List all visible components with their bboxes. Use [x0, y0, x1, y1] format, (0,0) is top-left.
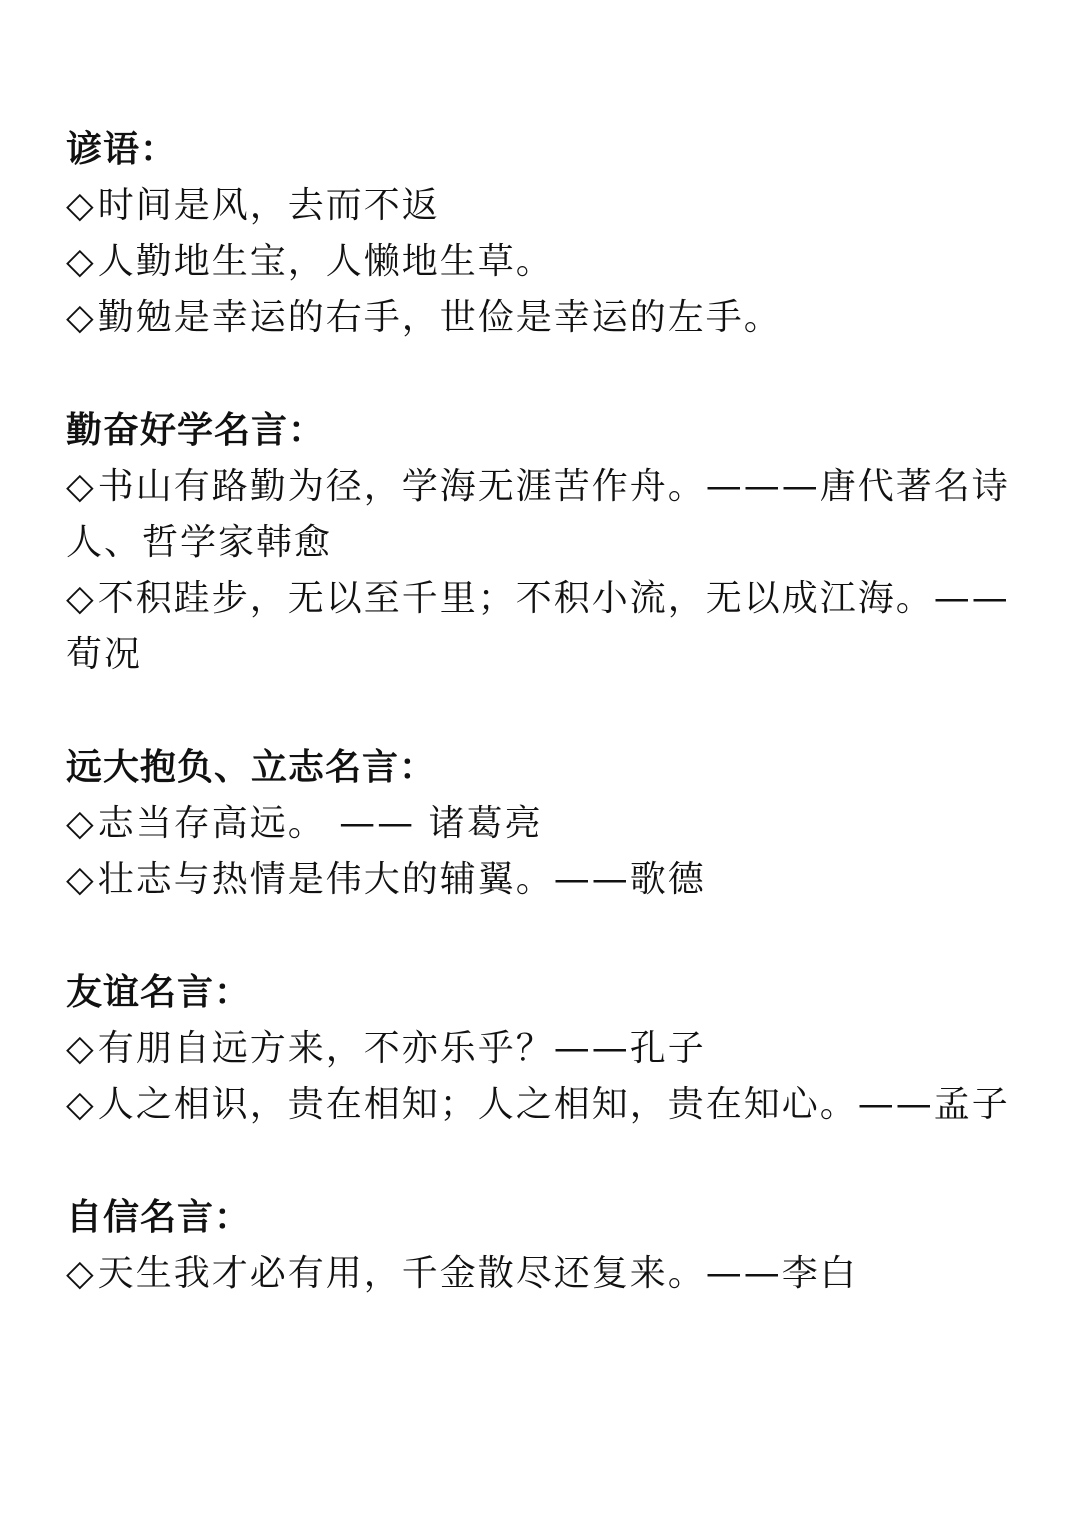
quote-text: 时间是风，去而不返 [97, 185, 440, 226]
diamond-icon: ◇ [66, 185, 96, 226]
diamond-icon: ◇ [66, 466, 96, 507]
section-ambition [66, 740, 1026, 908]
diamond-icon: ◇ [66, 1028, 96, 1069]
diamond-icon: ◇ [66, 241, 96, 282]
list-item [66, 1021, 1026, 1077]
quote-text: 不积跬步，无以至千里；不积小流，无以成江海。——荀况 [66, 578, 1010, 675]
diamond-icon: ◇ [66, 297, 96, 338]
section-spacer [66, 908, 1026, 965]
list-item [66, 796, 1026, 852]
list-item [66, 571, 1026, 683]
quote-text: 勤勉是幸运的右手，世俭是幸运的左手。 [97, 297, 782, 338]
document-page [66, 122, 1026, 1302]
section-spacer [66, 346, 1026, 403]
section-confidence [66, 1190, 1026, 1302]
diamond-icon: ◇ [66, 859, 96, 900]
diamond-icon: ◇ [66, 578, 96, 619]
quote-text: 志当存高远。 —— 诸葛亮 [97, 803, 543, 844]
section-friendship [66, 965, 1026, 1133]
diamond-icon: ◇ [66, 1084, 96, 1125]
diamond-icon: ◇ [66, 1253, 96, 1294]
quote-text: 人之相识，贵在相知；人之相知，贵在知心。——孟子 [97, 1084, 1010, 1125]
list-item [66, 178, 1026, 234]
quote-text: 壮志与热情是伟大的辅翼。——歌德 [97, 859, 706, 900]
quote-text: 有朋自远方来，不亦乐乎？——孔子 [97, 1028, 706, 1069]
section-heading: 自信名言： [66, 1197, 252, 1238]
section-spacer [66, 1133, 1026, 1190]
list-item [66, 1077, 1026, 1133]
list-item [66, 234, 1026, 290]
section-heading: 远大抱负、立志名言： [66, 747, 437, 788]
list-item [66, 290, 1026, 346]
quote-text: 书山有路勤为径，学海无涯苦作舟。———唐代著名诗人、哲学家韩愈 [66, 466, 1010, 563]
list-item [66, 1246, 1026, 1302]
section-proverbs [66, 122, 1026, 346]
section-heading: 勤奋好学名言： [66, 410, 326, 451]
quote-text: 天生我才必有用，千金散尽还复来。——李白 [97, 1253, 858, 1294]
list-item [66, 852, 1026, 908]
section-heading: 友谊名言： [66, 972, 252, 1013]
section-diligence [66, 403, 1026, 683]
section-heading: 谚语： [66, 129, 178, 170]
section-spacer [66, 683, 1026, 740]
list-item [66, 459, 1026, 571]
diamond-icon: ◇ [66, 803, 96, 844]
quote-text: 人勤地生宝，人懒地生草。 [97, 241, 554, 282]
